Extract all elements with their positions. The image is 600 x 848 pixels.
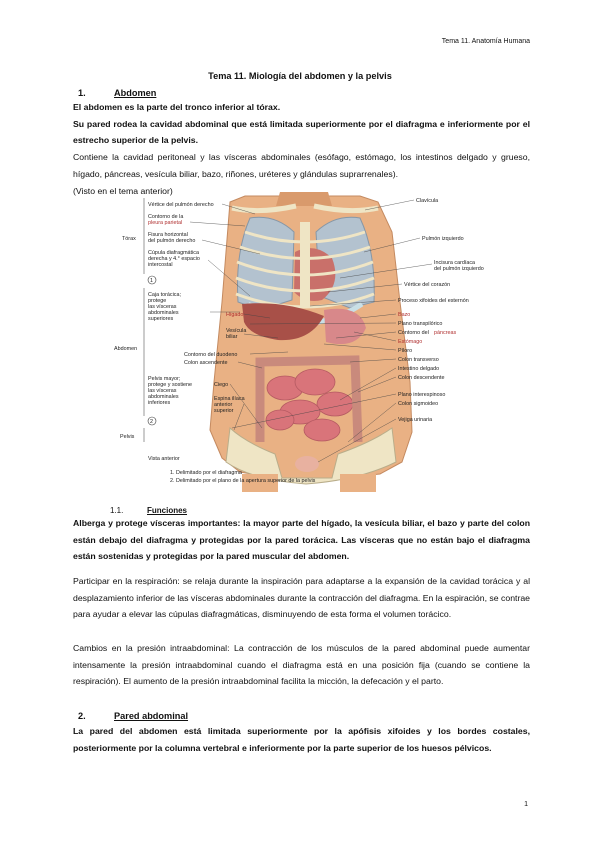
label-colon-ascendente: Colon ascendente — [184, 360, 228, 366]
label-plano-interespinoso: Plano interespinoso — [398, 392, 446, 398]
footnote-1: 1. Delimitado por el diafragma — [170, 470, 242, 476]
label-espina-iliaca-3: superior — [214, 408, 234, 414]
paragraph-funciones-1: Alberga y protege vísceras importantes: la mayor parte del hígado, la vesícula biliar, el bazo y parte del colon están debajo del diafragma y protegidas por la pared torácica. Las vísceras que no están bajo el diafragma están sostenidas y protegidas por la pared muscular del abdomen. — [73, 518, 530, 562]
page-title: Tema 11. Miología del abdomen y la pelvis — [208, 71, 392, 81]
section-heading-pared-abdominal — [78, 711, 188, 721]
section-number: 2. — [78, 711, 86, 721]
label-colon-transverso: Colon transverso — [398, 357, 439, 363]
label-cupula: Cúpula diafragmática — [148, 250, 199, 256]
subsection-heading-funciones — [110, 506, 187, 515]
region-abdomen: Abdomen — [114, 346, 138, 352]
urinary-bladder — [295, 456, 319, 472]
label-vista-anterior: Vista anterior — [148, 456, 180, 462]
region-torax: Tórax — [122, 236, 136, 242]
label-caja-toracica-5: superiores — [148, 316, 174, 322]
label-caja-toracica-3: las vísceras — [148, 304, 177, 310]
label-proceso-xifoides: Proceso xifoides del esternón — [398, 298, 469, 304]
label-colon-sigmoideo: Colon sigmoideo — [398, 401, 439, 407]
label-espina-iliaca-2: anterior — [214, 402, 233, 408]
label-clavicula: Clavícula — [416, 198, 439, 204]
label-fisura-horizontal-2: del pulmón derecho — [148, 238, 196, 244]
label-higado: Hígado — [226, 312, 244, 318]
label-caja-toracica-4: abdominales — [148, 310, 179, 316]
label-colon-descendente: Colon descendente — [398, 375, 445, 381]
marker-2: 2 — [150, 419, 153, 425]
label-espina-iliaca: Espina ilíaca — [214, 396, 245, 402]
paragraph-line: Contiene la cavidad peritoneal y las vísceras abdominales (esófago, estómago, los intestinos delgado y grueso, hígado, páncreas, vesícula biliar, bazo, riñones, uréteres y glándulas suprarrenales). — [73, 152, 530, 179]
label-pulmon-izquierdo: Pulmón izquierdo — [422, 236, 464, 242]
label-incisura-cardiaca: Incisura cardíaca — [434, 260, 476, 266]
label-intestino-delgado: Intestino delgado — [398, 366, 440, 372]
label-cupula-2: derecha y 4.° espacio — [148, 256, 200, 262]
paragraph-pared-abdominal: La pared del abdomen está limitada superiormente por la apófisis xifoides y los bordes costales, posteriormente por la columna vertebral e inferiormente por la parte superior de los huesos pélvicos. — [73, 726, 530, 753]
label-pleura-parietal: pleura parietal — [148, 220, 183, 226]
section-title: Abdomen — [114, 88, 157, 98]
label-plano-transpilorico: Plano transpilórico — [398, 321, 443, 327]
label-contorno-pancreas: Contorno del — [398, 330, 429, 336]
subsection-number: 1.1. — [110, 506, 124, 515]
label-fisura-horizontal: Fisura horizontal — [148, 232, 188, 238]
marker-1: 1 — [150, 278, 153, 284]
paragraph-line: (Visto en el tema anterior) — [73, 185, 173, 196]
label-vesicula-2: biliar — [226, 334, 238, 340]
page-number: 1 — [524, 801, 528, 808]
paragraph-funciones-2: Participar en la respiración: se relaja durante la inspiración para adaptarse a la expansión de la cavidad torácica y al desplazamiento inferior de las vísceras abdominales durante la contracción del diafragma. En la espiración, se contrae para ayudar a elevar las cúpulas diafragmáticas, disminuyendo de esta forma el volumen torácico. — [73, 576, 530, 620]
label-vesicula: Vesícula — [226, 328, 247, 334]
section-heading-abdomen — [78, 88, 156, 98]
section-title: Pared abdominal — [114, 711, 189, 721]
footnote-2: 2. Delimitado por el plano de la apertura superior de la pelvis — [170, 478, 316, 484]
paragraph-line: El abdomen es la parte del tronco inferior al tórax. — [73, 102, 281, 112]
label-pelvis-mayor-2: protege y sostiene — [148, 382, 193, 388]
label-ciego: Ciego — [214, 382, 229, 388]
abdomen-anatomy-figure — [110, 192, 520, 492]
subsection-title: Funciones — [147, 506, 188, 515]
label-cupula-3: intercostal — [148, 262, 173, 268]
label-bazo: Bazo — [398, 312, 411, 318]
label-incisura-cardiaca-2: del pulmón izquierdo — [434, 266, 484, 272]
paragraph-line: Su pared rodea la cavidad abdominal que está limitada superiormente por el diafragma e inferiormente por el estrecho superior de la pelvis. — [73, 118, 530, 146]
label-vertice-corazon: Vértice del corazón — [404, 282, 451, 288]
paragraph-intro — [73, 99, 530, 199]
region-pelvis: Pelvis — [120, 434, 135, 440]
right-labels — [398, 198, 484, 423]
label-pelvis-mayor-4: abdominales — [148, 394, 179, 400]
label-piloro: Píloro — [398, 348, 413, 354]
label-vertice-pulmon-derecho: Vértice del pulmón derecho — [148, 202, 214, 208]
label-vejiga-urinaria: Vejiga urinaria — [398, 417, 433, 423]
label-pelvis-mayor-5: inferiores — [148, 400, 171, 406]
paragraph-funciones-3: Cambios en la presión intraabdominal: La contracción de los músculos de la pared abdominal puede aumentar intensamente la presión intraabdominal cuando el diafragma está en una posición fija (cuando se contiene la respiración). El aumento de la presión intraabdominal facilita la micción, la defecación y el parto. — [73, 643, 530, 687]
sternum — [300, 222, 310, 307]
left-thigh — [340, 474, 376, 492]
label-caja-toracica-2: protege — [148, 298, 167, 304]
neck-silhouette — [276, 192, 332, 206]
label-contorno-pleura: Contorno de la — [148, 214, 184, 220]
label-estomago: Estómago — [398, 339, 423, 345]
label-pelvis-mayor-3: las vísceras — [148, 388, 177, 394]
label-caja-toracica: Caja torácica; — [148, 292, 181, 298]
running-header: Tema 11. Anatomía Humana — [441, 38, 530, 45]
label-contorno-duodeno: Contorno del duodeno — [184, 352, 238, 358]
section-number: 1. — [78, 88, 86, 98]
label-pancreas: páncreas — [434, 330, 457, 336]
label-pelvis-mayor: Pelvis mayor; — [148, 376, 181, 382]
